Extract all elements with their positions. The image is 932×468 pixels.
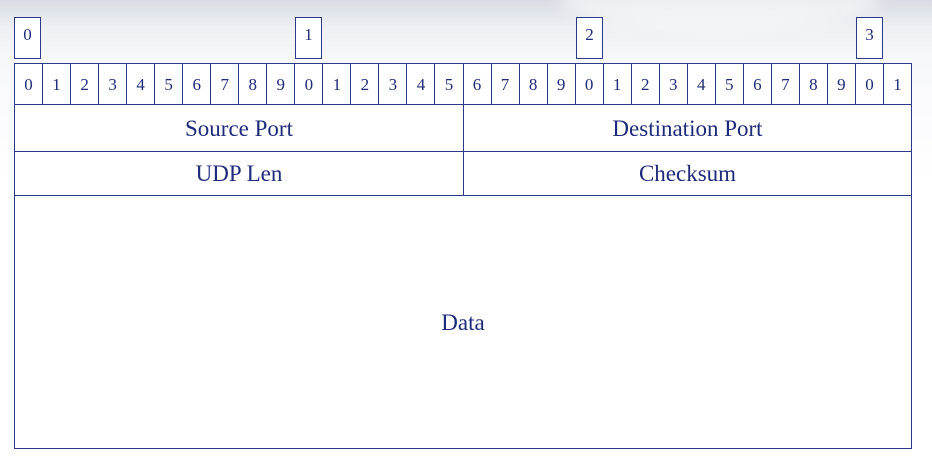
bit-number: 9: [828, 64, 856, 104]
bit-number: 5: [155, 64, 183, 104]
bit-number: 1: [323, 64, 351, 104]
bit-number: 0: [856, 64, 884, 104]
decimal-marker-1: 1: [295, 17, 322, 59]
bit-number-row: [14, 63, 912, 105]
bit-number: 9: [267, 64, 295, 104]
bit-number: 7: [211, 64, 239, 104]
bit-number: 1: [604, 64, 632, 104]
bit-number: 7: [772, 64, 800, 104]
bit-number: 0: [576, 64, 604, 104]
source-port-field: Source Port: [14, 104, 464, 152]
bit-number: 3: [379, 64, 407, 104]
decimal-marker-3: 3: [856, 17, 883, 59]
bit-number: 0: [295, 64, 323, 104]
destination-port-field: Destination Port: [463, 104, 912, 152]
data-field: Data: [14, 195, 912, 449]
bit-number: 6: [464, 64, 492, 104]
bit-number: 2: [632, 64, 660, 104]
bit-number: 9: [548, 64, 576, 104]
bit-number: 8: [239, 64, 267, 104]
checksum-field: Checksum: [463, 151, 912, 196]
bit-number: 8: [800, 64, 828, 104]
bit-number: 1: [893, 75, 902, 94]
bit-number: 6: [183, 64, 211, 104]
bit-number: 2: [351, 64, 379, 104]
udp-len-field: UDP Len: [14, 151, 464, 196]
bit-number: 0: [15, 64, 43, 104]
bit-number: 5: [435, 64, 463, 104]
bit-number: 4: [688, 64, 716, 104]
bit-number: 2: [71, 64, 99, 104]
bit-number: 5: [716, 64, 744, 104]
bit-number: 4: [407, 64, 435, 104]
background-glow: [560, 0, 880, 30]
decimal-marker-2: 2: [576, 17, 603, 59]
bit-number: 7: [492, 64, 520, 104]
bit-number: 6: [744, 64, 772, 104]
bit-number: 8: [520, 64, 548, 104]
bit-number: 3: [660, 64, 688, 104]
bit-number: 4: [127, 64, 155, 104]
bit-number: 1: [43, 64, 71, 104]
decimal-marker-0: 0: [14, 17, 41, 59]
bit-number: 3: [99, 64, 127, 104]
